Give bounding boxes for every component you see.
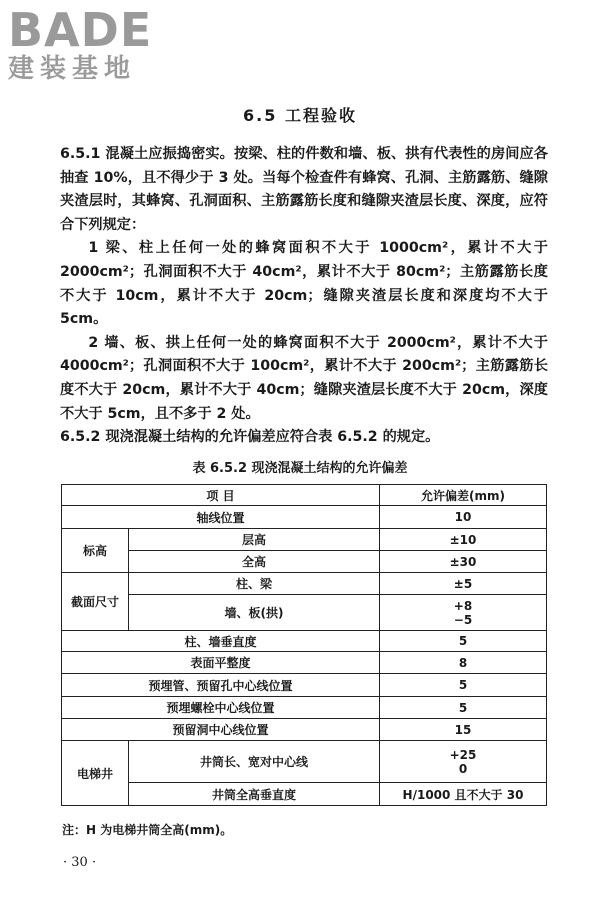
row-value: 5 <box>380 631 547 652</box>
page-number: · 30 · <box>63 855 97 870</box>
row-value: ±5 <box>380 573 547 595</box>
table-row <box>62 595 547 631</box>
row-value: 15 <box>380 719 547 741</box>
row-label: 井筒全高垂直度 <box>129 783 380 806</box>
row-value: ±10 <box>380 529 547 551</box>
value-plus: +8 <box>453 598 473 613</box>
row-label: 柱、梁 <box>129 573 380 595</box>
table-note: 注：H 为电梯井筒全高(mm)。 <box>62 823 233 837</box>
table-row <box>62 529 547 551</box>
header-value: 允许偏差(mm) <box>380 485 547 506</box>
row-value: 5 <box>380 697 547 719</box>
row-value: 5 <box>380 674 547 697</box>
value-zero: 0 <box>458 761 468 776</box>
table-row <box>62 652 547 674</box>
value-minus: −5 <box>453 612 473 627</box>
table-row <box>62 719 547 741</box>
row-label: 层高 <box>129 529 380 551</box>
row-label: 预埋螺栓中心线位置 <box>62 697 380 719</box>
row-value-stacked <box>380 595 547 631</box>
table-row <box>62 551 547 573</box>
table-row <box>62 573 547 595</box>
row-label: 墙、板(拱) <box>129 595 380 631</box>
table-row <box>62 697 547 719</box>
section-title: 6.5 工程验收 <box>243 106 357 125</box>
group-section: 截面尺寸 <box>62 573 129 631</box>
row-value: ±30 <box>380 551 547 573</box>
row-label: 全高 <box>129 551 380 573</box>
row-value: H/1000 且不大于 30 <box>380 783 547 806</box>
group-elevator: 电梯井 <box>62 741 129 806</box>
table-row <box>62 674 547 697</box>
row-value: 8 <box>380 652 547 674</box>
value-plus: +25 <box>449 747 477 762</box>
row-label: 轴线位置 <box>62 506 380 529</box>
publisher-logo <box>8 3 153 84</box>
logo-wordmark: BADE <box>8 3 153 57</box>
table-row <box>62 783 547 806</box>
header-item: 项 目 <box>62 485 380 506</box>
clause-item-2: 2 墙、板、拱上任何一处的蜂窝面积不大于 2000cm²，累计不大于 4000cm²；孔洞面积不大于 100cm²，累计不大于 200cm²；主筋露筋长度不大于 20cm，累计不大于 40cm；缝隙夹渣层长度不大于 20cm，深度不大于 5cm，且不多于 2 处。 <box>60 334 548 422</box>
body-text <box>60 143 548 450</box>
table-header-row <box>62 485 547 506</box>
table-row <box>62 741 547 783</box>
row-label: 预留洞中心线位置 <box>62 719 380 741</box>
logo-subtitle: 建装基地 <box>8 54 137 84</box>
table-row <box>62 506 547 529</box>
row-value-stacked <box>380 741 547 783</box>
table-row <box>62 631 547 652</box>
clause-item-1: 1 梁、柱上任何一处的蜂窝面积不大于 1000cm²，累计不大于 2000cm²；孔洞面积不大于 40cm²，累计不大于 80cm²；主筋露筋长度不大于 10cm，累计不大于 20cm；缝隙夹渣层长度和深度均不大于 5cm。 <box>60 240 548 328</box>
table-title: 表 6.5.2 现浇混凝土结构的允许偏差 <box>192 461 408 476</box>
row-value: 10 <box>380 506 547 529</box>
clause-6-5-2: 6.5.2 现浇混凝土结构的允许偏差应符合表 6.5.2 的规定。 <box>60 429 440 446</box>
row-label: 柱、墙垂直度 <box>62 631 380 652</box>
group-elevation: 标高 <box>62 529 129 573</box>
deviation-table <box>61 484 547 806</box>
row-label: 表面平整度 <box>62 652 380 674</box>
row-label: 预埋管、预留孔中心线位置 <box>62 674 380 697</box>
clause-6-5-1: 6.5.1 混凝土应振捣密实。按梁、柱的件数和墙、板、拱有代表性的房间应各抽查 10%，且不得少于 3 处。当每个检查件有蜂窝、孔洞、主筋露筋、缝隙夹渣层时，其蜂窝、孔洞面积、主筋露筋长度和缝隙夹渣层长度、深度，应符合下列规定： <box>60 146 548 233</box>
row-label: 井筒长、宽对中心线 <box>129 741 380 783</box>
